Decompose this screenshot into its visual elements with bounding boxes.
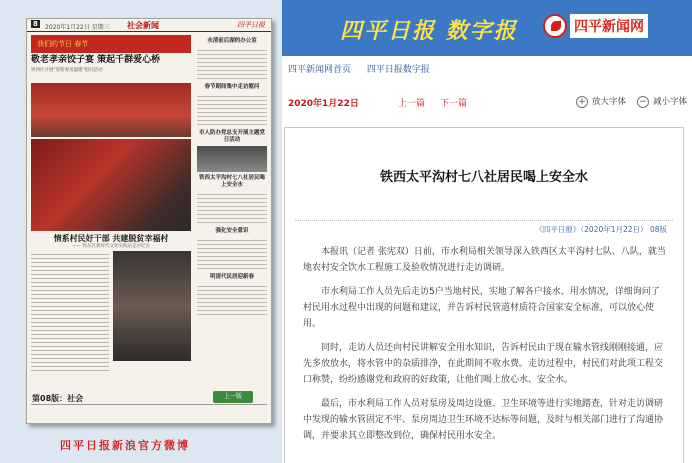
weibo-link[interactable]: 四平日报新浪官方微博	[60, 439, 190, 452]
next-article-link[interactable]: 下一篇	[440, 99, 468, 109]
article-panel	[284, 127, 684, 463]
partner-logo-text: 四平新闻网	[570, 14, 648, 38]
nav-home-link[interactable]: 四平新闻网首页	[288, 65, 352, 75]
article-body	[303, 244, 667, 452]
brand-logo[interactable]: 四平日报 数字报	[340, 18, 518, 44]
plus-icon: +	[576, 96, 588, 108]
paper-page-number: 8	[33, 20, 38, 28]
paper-banner-text: 我们的节日 春节	[37, 40, 89, 48]
prev-page-button[interactable]: 上一版	[213, 391, 253, 403]
paper-article-subtitle: —— 铁东区新时代文明实践站走访纪实	[72, 244, 150, 249]
paper-section: 社会新闻	[127, 21, 159, 30]
nav-epaper-link[interactable]: 四平日报数字报	[366, 65, 430, 75]
paper-article-title[interactable]: 情系村民好干部 共建脱贫幸福村	[53, 234, 169, 243]
paper-logo: 四平日报	[237, 21, 265, 29]
partner-logo-icon	[543, 14, 567, 38]
paper-article-title[interactable]: 铁西太平沟村七八社居民喝上安全水	[198, 175, 265, 188]
paper-right-column	[197, 35, 267, 415]
article-paragraph: 同时，走访人员还向村民讲解安全用水知识，告诉村民由于现在输水管线刚刚接通，应先多放放水，将水管中的杂质排净，在此期间不收水费。走访过程中，村民们对此项工程交口称赞，纷纷感谢党和政府的好政策，让他们喝上放心水、安全水。	[303, 343, 664, 385]
paper-header	[27, 19, 271, 32]
newspaper-page-thumbnail[interactable]	[26, 18, 272, 424]
paper-article-title[interactable]: 明清代民居迎新春	[209, 274, 254, 280]
zoom-in-label: 放大字体	[592, 97, 627, 107]
paper-date: 2020年1月22日 星期三	[45, 24, 110, 31]
paper-photo[interactable]	[197, 146, 267, 172]
zoom-in-button[interactable]	[576, 95, 626, 108]
paper-photo[interactable]	[31, 139, 191, 231]
paper-photo[interactable]	[31, 83, 191, 137]
article-title: 铁西太平沟村七八社居民喝上安全水	[379, 170, 588, 185]
paper-footer	[31, 404, 267, 421]
paper-article-title[interactable]: 强化安全意识	[215, 228, 249, 234]
paper-text-block[interactable]	[197, 283, 267, 317]
paper-subline: 铁西区开展"迎新春送温暖"慰问活动	[31, 68, 103, 73]
zoom-out-label: 减小字体	[653, 97, 688, 107]
top-nav	[288, 62, 443, 75]
article-meta: 《四平日报》（2020年1月22日） 08版	[535, 225, 667, 234]
issue-date: 2020年1月22日	[288, 99, 359, 109]
paper-headline[interactable]: 敬老孝亲饺子宴 策起千群爱心桥	[31, 55, 161, 65]
section-label: 第08版：社会	[32, 394, 84, 403]
paper-text-block[interactable]	[197, 47, 267, 81]
paper-text-block[interactable]	[197, 237, 267, 271]
paper-article-title[interactable]: 市人防办党总支开展主题党日活动	[198, 130, 265, 143]
article-toolbar	[282, 88, 692, 114]
divider	[295, 220, 673, 221]
newspaper-panel	[0, 0, 282, 463]
paper-photo[interactable]	[113, 251, 191, 361]
minus-icon: −	[637, 96, 649, 108]
zoom-out-button[interactable]	[637, 95, 687, 108]
paper-article-title[interactable]: 春节期间集中走访慰问	[204, 84, 260, 90]
article-paragraph: 最后，市水利局工作人员对泵房及周边设施、卫生环境等进行实地踏查，针对走访调研中发现的输水管固定不牢、泵房周边卫生环境不达标等问题，及时与相关部门进行了沟通协调，并要求其立即整改到位，确保村民用水安全。	[303, 399, 664, 441]
paper-article-title[interactable]: 永清前后湖的办公室	[207, 38, 257, 44]
article-paragraph: 本报讯（记者 张宪双）日前，市水利局相关领导深入铁西区太平沟村七队、八队，就当地农村安全饮水工程施工及验收情况进行走访调研。	[303, 247, 666, 273]
prev-article-link[interactable]: 上一篇	[398, 99, 426, 109]
paper-text-column[interactable]	[31, 251, 109, 371]
paper-banner	[31, 35, 191, 53]
paper-text-block[interactable]	[197, 191, 267, 225]
paper-text-block[interactable]	[197, 93, 267, 127]
article-paragraph: 市水利局工作人员先后走访5户当地村民，实地了解各户接水、用水情况，详细询问了村民用水过程中出现的问题和建议，并告诉村民管道材质符合国家安全标准，可以放心使用。	[303, 287, 660, 329]
